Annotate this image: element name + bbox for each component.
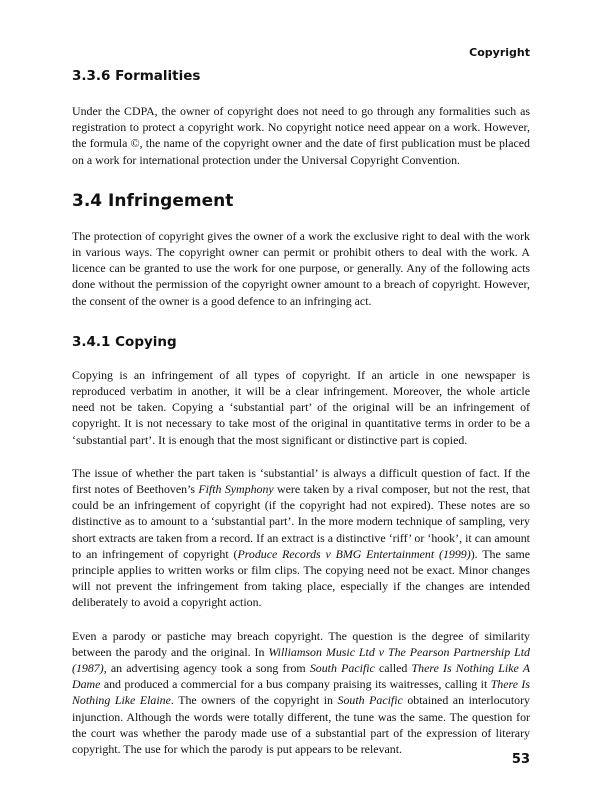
work-title: South Pacific: [337, 693, 403, 708]
work-title: South Pacific: [309, 661, 375, 676]
paragraph-copying-3: [72, 628, 530, 758]
text-run: and produced a commercial for a bus company praising its waitresses, calling it: [100, 677, 491, 692]
paragraph-infringement: The protection of copyright gives the owner of a work the exclusive right to deal with the work in various ways. The copyright owner can permit or prohibit others to deal with the work. A licence can be granted to use the work for one purpose, or generally. Any of the following acts done without the permission of the copyright owner amount to a breach of copyright. However, the consent of the owner is a good defence to an infringing act.: [72, 228, 530, 308]
text-run: , an advertising agency took a song from: [103, 661, 310, 676]
paragraph-copying-2: [72, 465, 530, 611]
text-run: called: [374, 661, 412, 676]
text-run: obtained an interlocutory injunction. Although the words were totally different, the tune was the same. The question for the court was whether the parody made use of a substantial part of the expression of literary copyright. The use for which the parody is put appears to be relevant.: [72, 693, 530, 757]
case-citation: Williamson Music Ltd v The Pearson Partnership Ltd (1987): [72, 644, 530, 676]
page-number: 53: [511, 752, 530, 767]
heading-formalities: 3.3.6 Formalities: [72, 68, 201, 84]
heading-copying: 3.4.1 Copying: [72, 333, 177, 350]
text-run: were taken by a rival composer, but not the rest, that could be an infringement of copyright (if the copyright had not expired). These notes are so distinctive as to amount to a ‘substantial part’. In the more modern technique of sampling, very short extracts are taken from a record. If an extract is a distinctive ‘riff’ or ‘hook’, it can amount to an infringement of copyright (: [72, 482, 531, 561]
heading-infringement: 3.4 Infringement: [72, 190, 234, 211]
paragraph-formalities: Under the CDPA, the owner of copyright does not need to go through any formalities such as registration to protect a copyright work. No copyright notice need appear on a work. However, the formula ©, the name of the copyright owner and the date of first publication must be placed on a work for international protection under the Universal Copyright Convention.: [72, 104, 530, 167]
case-citation: Produce Records v BMG Entertainment (1999): [237, 546, 471, 561]
text-run: The issue of whether the part taken is ‘substantial’ is always a difficult question of fact. If the first notes of Beethoven’s: [72, 465, 530, 497]
paragraph-copying-1: Copying is an infringement of all types of copyright. If an article in one newspaper is reproduced verbatim in another, it will be a clear infringement. Moreover, the whole article need not be taken. Copying a ‘substantial part’ of the original will be an infringement of copyright. It is not necessary to take most of the original in quantitative terms in order to be a ‘substantial part’. It is enough that the most significant or distinctive part is copied.: [72, 367, 530, 447]
text-run: Even a parody or pastiche may breach copyright. The question is the degree of similarity between the parody and the original. In: [72, 628, 530, 659]
work-title: Fifth Symphony: [198, 482, 274, 497]
song-title: There Is Nothing Like A Dame: [72, 661, 530, 692]
song-title: There Is Nothing Like Elaine: [72, 677, 530, 708]
page-body: [72, 68, 530, 757]
text-run: . The owners of the copyright in: [170, 693, 338, 708]
running-header: Copyright: [469, 46, 530, 59]
text-run: ). The same principle applies to written works or film clips. The copying need not be exact. Minor changes will not prevent the infringement from taking place, especially if the changes are intended deliberately to avoid a copyright action.: [72, 546, 530, 610]
